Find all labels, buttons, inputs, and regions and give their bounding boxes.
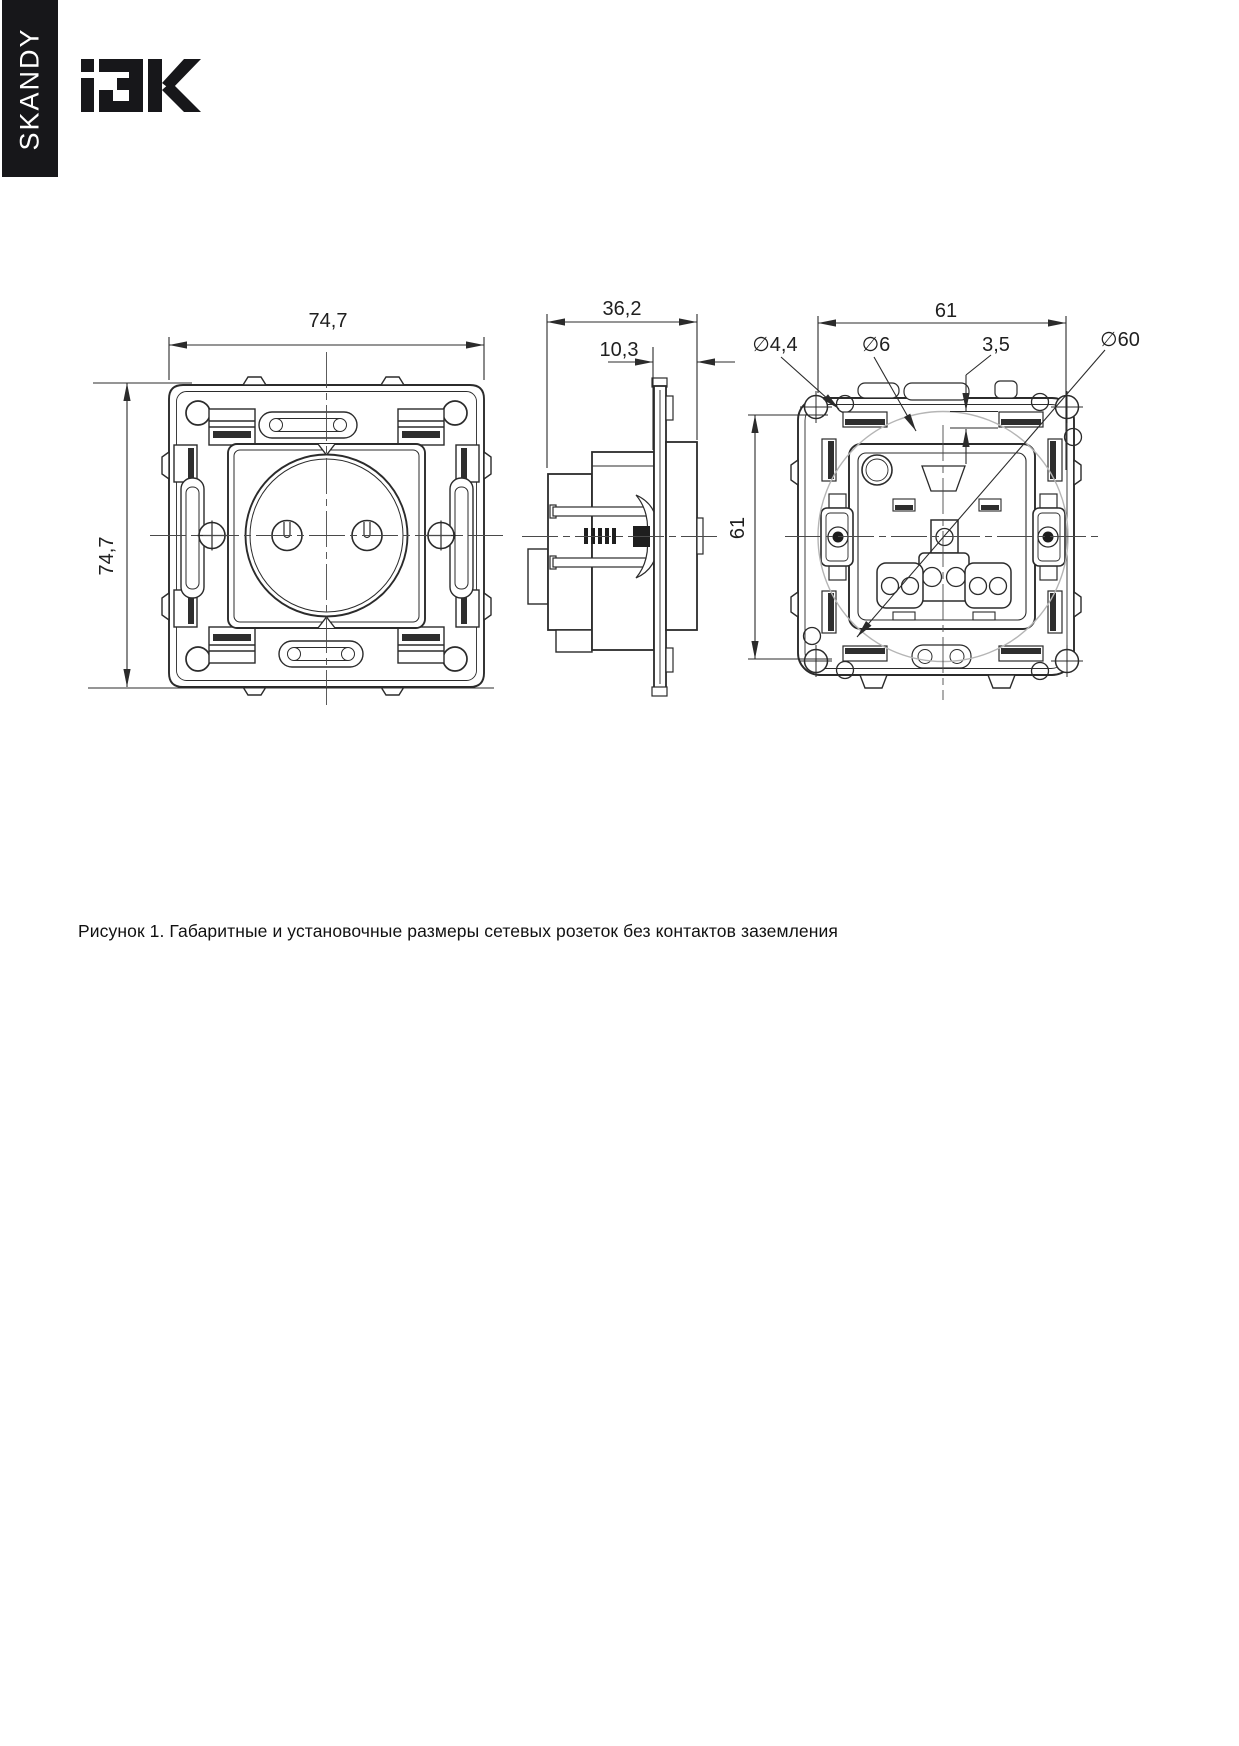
dim-mounting-diameter: ∅60 [1100,329,1140,351]
front-view [150,352,503,705]
back-view [785,381,1100,700]
figure-caption: Рисунок 1. Габаритные и установочные размеры сетевых розеток без контактов заземления [78,921,838,941]
dim-back-width: 61 [934,300,958,322]
dim-side-depth: 36,2 [602,298,642,320]
dim-claw-thickness: 3,5 [982,334,1010,356]
dim-front-width: 74,7 [308,310,348,332]
dim-front-height: 74,7 [96,536,118,576]
side-view [522,378,722,696]
dim-screw-hole-diameter: ∅4,4 [752,334,798,356]
series-label: SKANDY [14,26,45,151]
side-view-dimensions [547,314,735,468]
dim-side-protrusion: 10,3 [599,339,639,361]
dim-hole-diameter: ∅6 [861,334,891,356]
dim-back-height: 61 [727,516,749,540]
